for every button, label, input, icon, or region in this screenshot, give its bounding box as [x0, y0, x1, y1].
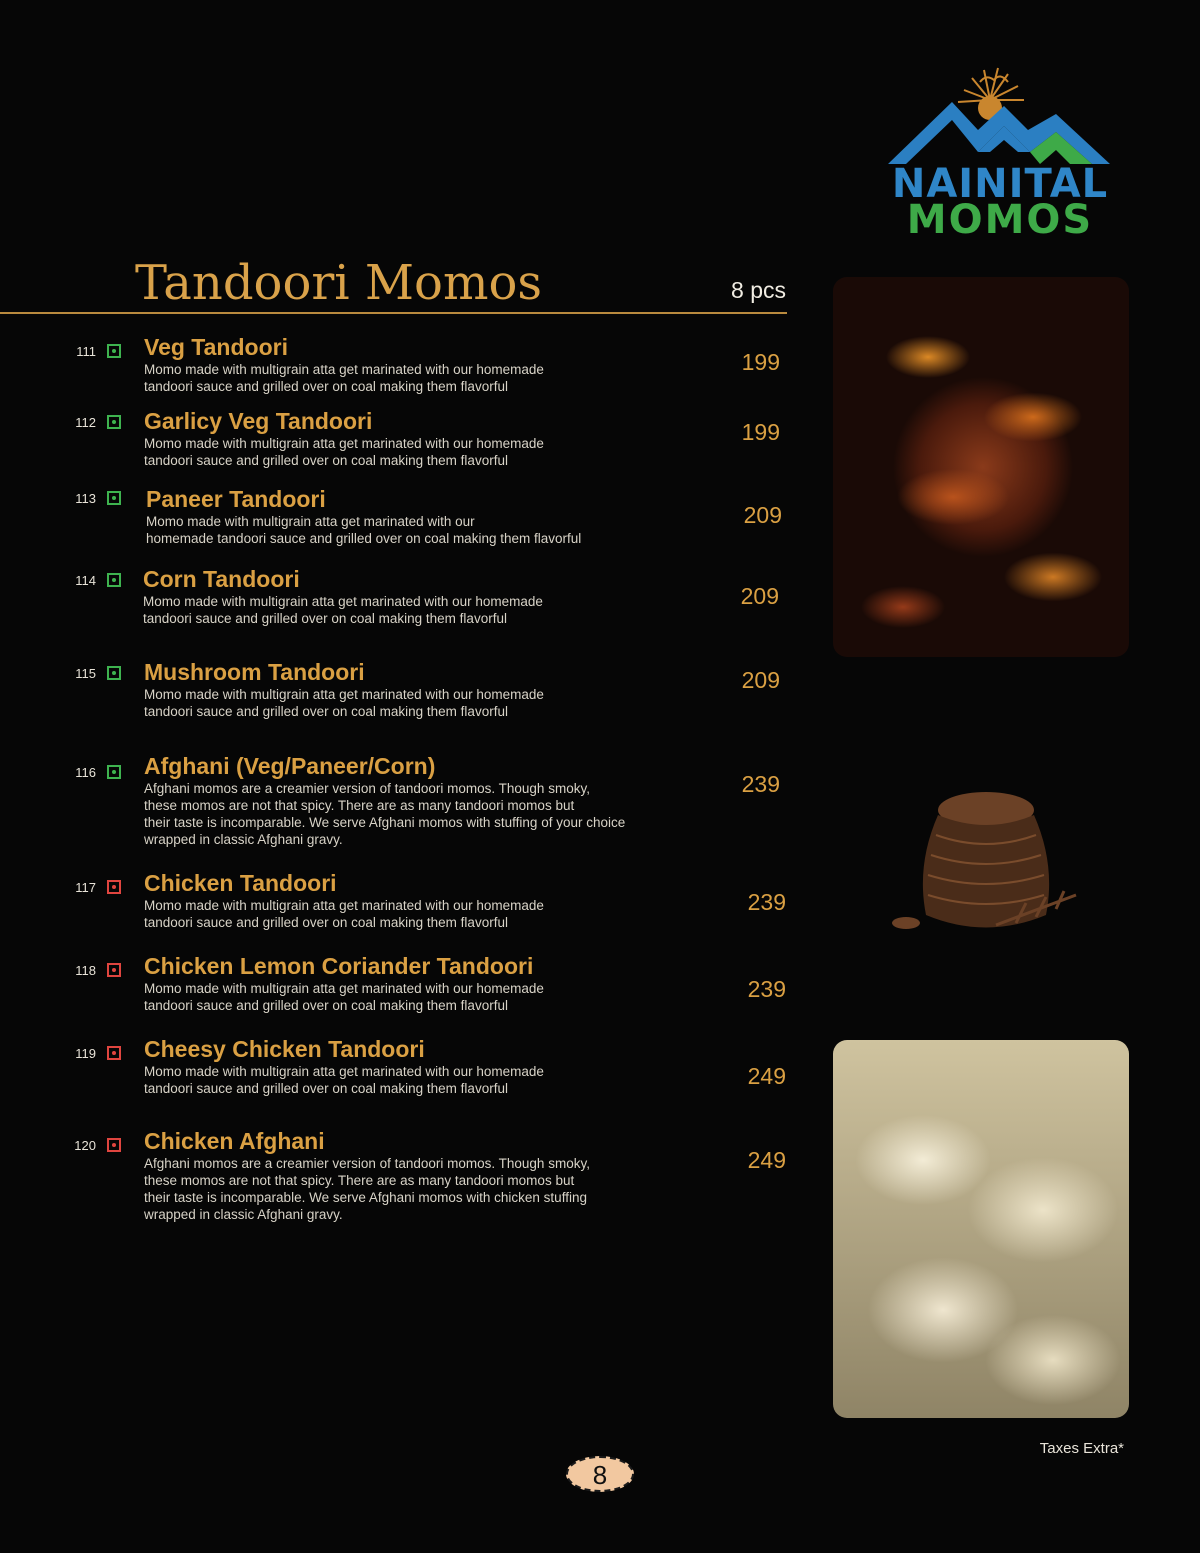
section-quantity: 8 pcs	[731, 277, 786, 303]
tandoori-momos-photo	[833, 277, 1129, 657]
item-price: 239	[747, 889, 786, 915]
item-name: Chicken Lemon Coriander Tandoori	[144, 953, 534, 979]
non-veg-mark-icon	[107, 963, 121, 977]
item-price: 209	[743, 502, 782, 528]
item-description: Momo made with multigrain atta get marinated with our homemade tandoori sauce and grilled over on coal making them flavorful	[144, 362, 544, 394]
veg-mark-icon	[107, 415, 121, 429]
item-name: Chicken Afghani	[144, 1128, 325, 1154]
veg-mark-icon	[107, 573, 121, 587]
item-code: 116	[75, 765, 96, 780]
item-name: Veg Tandoori	[144, 334, 288, 360]
item-price: 199	[741, 349, 780, 375]
item-code: 113	[75, 491, 96, 506]
veg-mark-icon	[107, 344, 121, 358]
item-description: Afghani momos are a creamier version of tandoori momos. Though smoky, these momos are not that spicy. There are as many tandoori momos but their taste is incomparable. We serve Afghani momos with stuffing of your choice wrapped in classic Afghani gravy.	[144, 781, 626, 847]
item-code: 120	[74, 1138, 96, 1153]
item-price: 209	[741, 667, 780, 693]
page-number: 8	[566, 1456, 634, 1492]
item-price: 249	[747, 1147, 786, 1173]
item-price: 249	[747, 1063, 786, 1089]
brand-name-line1: NAINITAL	[891, 161, 1109, 207]
afghani-momos-photo	[833, 1040, 1129, 1418]
item-name: Mushroom Tandoori	[144, 659, 365, 685]
item-code: 118	[75, 963, 96, 978]
item-description: Momo made with multigrain atta get marinated with our homemade tandoori sauce and grilled over on coal making them flavorful	[144, 687, 544, 719]
item-price: 239	[741, 771, 780, 797]
item-description: Momo made with multigrain atta get marinated with our homemade tandoori sauce and grilled over on coal making them flavorful	[143, 594, 543, 626]
item-description: Momo made with multigrain atta get marinated with our homemade tandoori sauce and grilled over on coal making them flavorful	[146, 514, 582, 546]
item-code: 115	[75, 666, 96, 681]
section-title: Tandoori Momos	[135, 255, 542, 311]
non-veg-mark-icon	[107, 1138, 121, 1152]
item-price: 199	[741, 419, 780, 445]
item-name: Afghani (Veg/Paneer/Corn)	[144, 753, 436, 779]
item-name: Paneer Tandoori	[146, 486, 326, 512]
non-veg-mark-icon	[107, 880, 121, 894]
flour-sack-illustration	[876, 775, 1086, 945]
non-veg-mark-icon	[107, 1046, 121, 1060]
taxes-note: Taxes Extra*	[1039, 1440, 1124, 1457]
item-price: 209	[740, 583, 779, 609]
item-code: 117	[75, 880, 96, 895]
item-code: 119	[75, 1046, 96, 1061]
item-code: 111	[76, 344, 96, 359]
item-description: Momo made with multigrain atta get marinated with our homemade tandoori sauce and grilled over on coal making them flavorful	[144, 981, 544, 1013]
brand-name-line2: MOMOS	[906, 197, 1094, 243]
item-price: 239	[747, 976, 786, 1002]
heading-divider	[0, 312, 787, 314]
mountain-sun-icon	[880, 60, 1120, 170]
brand-logo	[880, 60, 1120, 245]
item-name: Chicken Tandoori	[144, 870, 337, 896]
veg-mark-icon	[107, 491, 121, 505]
item-name: Cheesy Chicken Tandoori	[144, 1036, 425, 1062]
item-description: Momo made with multigrain atta get marinated with our homemade tandoori sauce and grilled over on coal making them flavorful	[144, 436, 544, 468]
item-description: Afghani momos are a creamier version of tandoori momos. Though smoky, these momos are not that spicy. There are as many tandoori momos but their taste is incomparable. We serve Afghani momos with chicken stuffing wrapped in classic Afghani gravy.	[144, 1156, 590, 1222]
item-name: Corn Tandoori	[143, 566, 300, 592]
veg-mark-icon	[107, 765, 121, 779]
item-description: Momo made with multigrain atta get marinated with our homemade tandoori sauce and grilled over on coal making them flavorful	[144, 1064, 544, 1096]
veg-mark-icon	[107, 666, 121, 680]
item-code: 114	[75, 573, 96, 588]
item-name: Garlicy Veg Tandoori	[144, 408, 373, 434]
item-description: Momo made with multigrain atta get marinated with our homemade tandoori sauce and grilled over on coal making them flavorful	[144, 898, 544, 930]
item-code: 112	[75, 415, 96, 430]
